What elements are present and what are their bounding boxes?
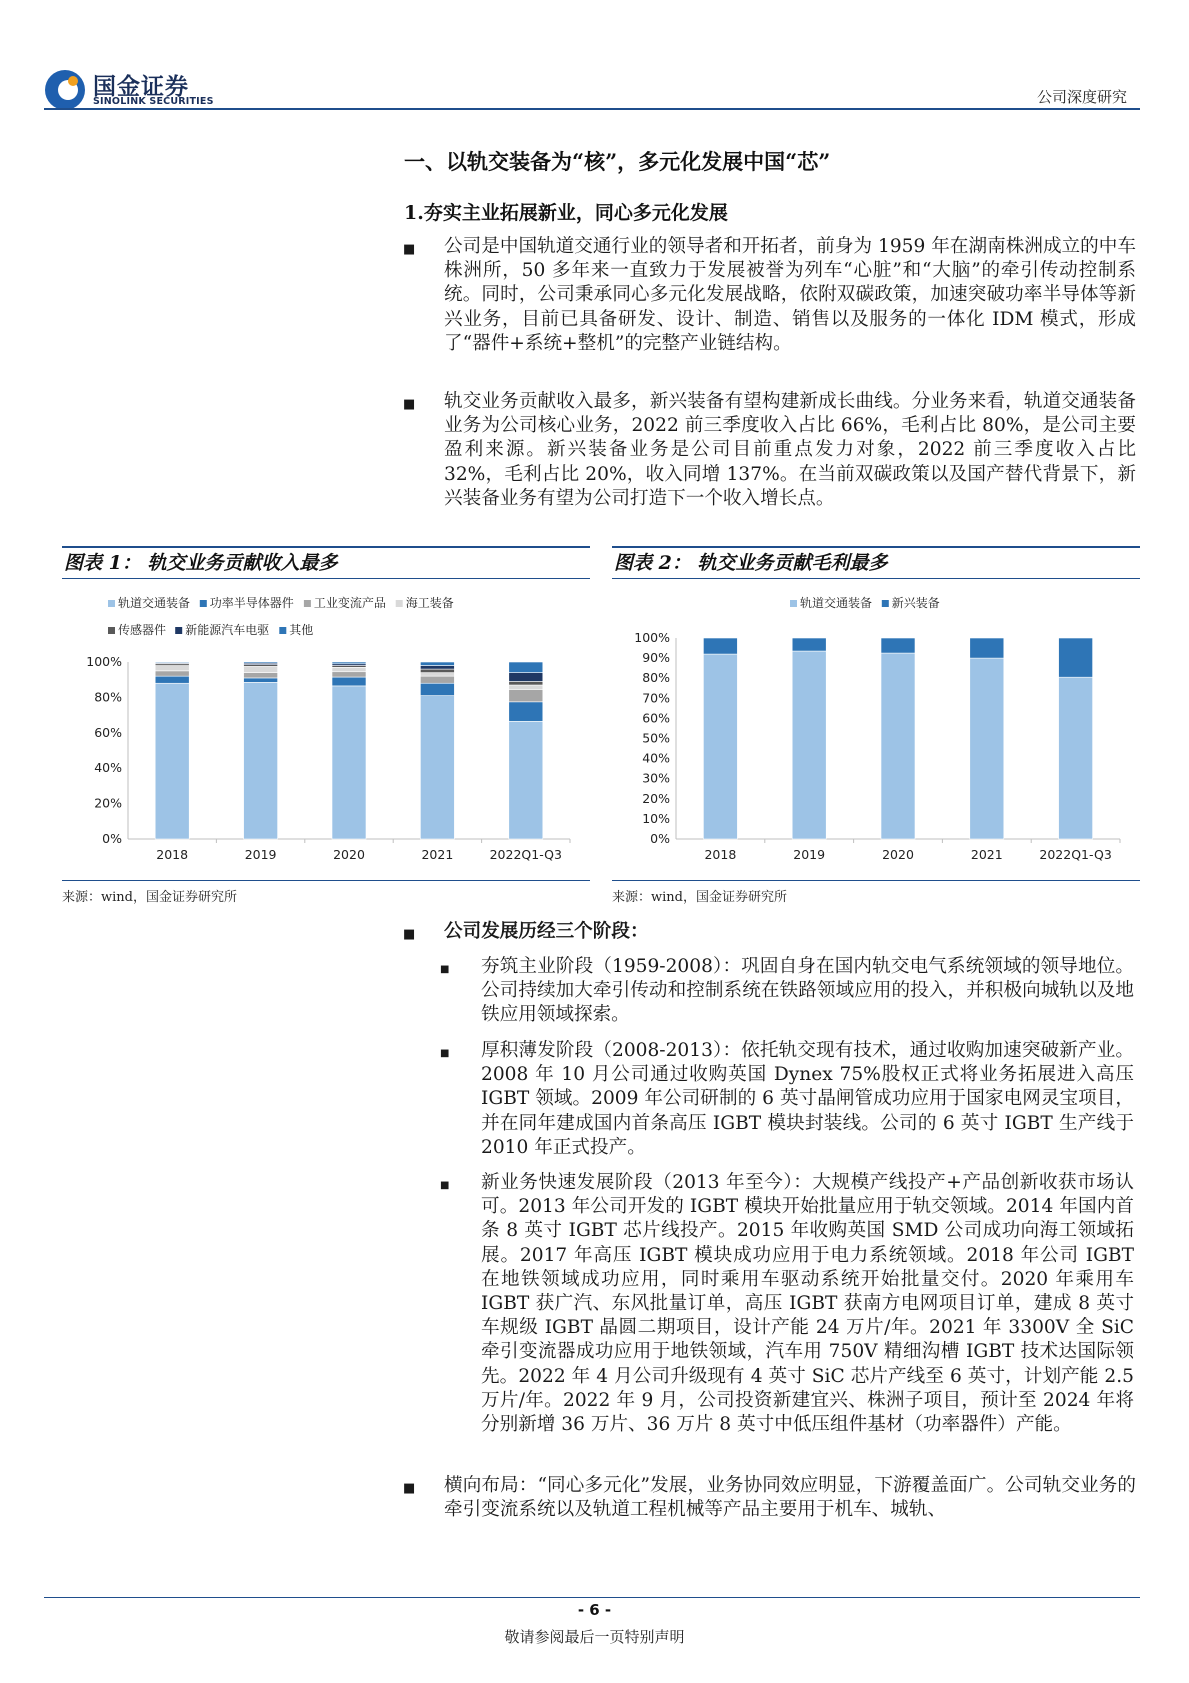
x-tick-label: 2020 xyxy=(333,847,365,862)
bar-segment xyxy=(244,666,278,672)
bar-segment xyxy=(155,671,189,676)
y-tick-label: 80% xyxy=(94,689,122,705)
stage-text: 新业务快速发展阶段（2013 年至今）：大规模产线投产+产品创新收获市场认可。2013 年公司开发的 IGBT 模块开始批量应用于轨交领域。2014 年国内首条 8 英寸 IGBT 芯片线投产。2015 年收购英国 SMD 公司成功向海工领域拓展。2017 年高压 IGBT 模块成功应用于电力系统领域。2018 年公司 IGBT 在地铁领域成功应用，同时乘用车驱动系统开始批量交付。2020 年乘用车 IGBT 获广汽、东风批量订单，高压 IGBT 获南方电网项目订单，建成 8 英寸车规级 IGBT 晶圆二期项目，设计产能 24 万片/年。2021 年 3300V 全 SiC 牵引变流器成功应用于地铁领域，汽车用 750V 精细沟槽 IGBT 技术达国际领先。2022 年 4 月公司升级现有 4 英寸 SiC 芯片产线至 6 英寸，计划产能 2.5 万片/年。2022 年 9 月，公司投资新建宜兴、株洲子项目，预计至 2024 年将分别新增 36 万片、36 万片 8 英寸中低压组件基材（功率器件）产能。 xyxy=(481,1172,1134,1436)
legend-label: 海工装备 xyxy=(405,596,454,610)
report-type: 公司深度研究 xyxy=(1036,88,1127,106)
legend-label: 新兴装备 xyxy=(891,596,940,610)
y-tick-label: 80% xyxy=(642,670,670,686)
small-square-bullet-icon: ■ xyxy=(440,1180,450,1191)
bar-segment xyxy=(703,654,737,839)
x-tick-label: 2018 xyxy=(704,847,737,862)
y-tick-label: 100% xyxy=(634,630,670,645)
bar-segment xyxy=(420,673,454,677)
bar-segment xyxy=(1059,677,1093,839)
y-tick-label: 10% xyxy=(642,810,670,826)
legend-swatch xyxy=(304,600,311,607)
square-bullet-icon: ■ xyxy=(403,242,416,257)
footer-divider xyxy=(44,1597,1140,1598)
subsection-heading: 1.夯实主业拓展新业，同心多元化发展 xyxy=(404,202,728,224)
y-tick-label: 40% xyxy=(94,760,122,776)
bar-segment xyxy=(420,669,454,673)
paragraph-text: 公司是中国轨道交通行业的领导者和开拓者，前身为 1959 年在湖南株洲成立的中车株洲所，50 多年来一直致力于发展被誉为列车“心脏”和“大脑”的牵引传动控制系统。同时，公司秉承同心多元化发展战略，依附双碳政策，加速突破功率半导体等新兴业务，目前已具备研发、设计、制造、销售以及服务的一体化 IDM 模式，形成了“器件+系统+整机”的完整产业链结构。 xyxy=(444,236,1136,354)
legend-label: 新能源汽车电驱 xyxy=(185,623,270,637)
bar-segment xyxy=(155,666,189,671)
y-tick-label: 60% xyxy=(642,710,670,726)
bar-segment xyxy=(420,666,454,670)
x-tick-label: 2021 xyxy=(970,847,1003,862)
figure-2-bottom-rule xyxy=(612,880,1140,881)
bar-segment xyxy=(881,653,915,839)
y-tick-label: 0% xyxy=(102,831,122,846)
x-tick-label: 2022Q1-Q3 xyxy=(489,847,562,862)
figure-1-bottom-rule xyxy=(62,880,590,881)
figure-2-chart xyxy=(612,580,1140,880)
small-square-bullet-icon: ■ xyxy=(440,964,450,975)
x-tick-label: 2019 xyxy=(793,847,826,862)
stages-title: 公司发展历经三个阶段： xyxy=(444,921,649,942)
bar-segment xyxy=(244,673,278,678)
paragraph-text: 轨交业务贡献收入最多，新兴装备有望构建新成长曲线。分业务来看，轨道交通装备业务为公司核心业务，2022 前三季度收入占比 66%，毛利占比 80%，是公司主要盈利来源。新兴装备业务是公司目前重点发力对象，2022 前三季度收入占比 32%，毛利占比 20%，收入同增 137%。在当前双碳政策以及国产替代背景下，新兴装备业务有望为公司打造下一个收入增长点。 xyxy=(444,391,1136,509)
y-tick-label: 90% xyxy=(642,650,670,666)
bar-segment xyxy=(420,696,454,839)
bar-segment xyxy=(1059,638,1093,677)
section-heading: 一、以轨交装备为“核”，多元化发展中国“芯” xyxy=(404,149,831,174)
bar-segment xyxy=(509,689,543,701)
bar-segment xyxy=(509,681,543,685)
figure-1-chart xyxy=(62,580,590,880)
page-number: - 6 - xyxy=(577,1601,612,1619)
legend-swatch xyxy=(108,600,115,607)
bar-segment xyxy=(332,662,366,664)
bar-segment xyxy=(509,673,543,682)
legend-swatch xyxy=(790,600,797,607)
figure-1-title: 图表 1： 轨交业务贡献收入最多 xyxy=(64,552,338,574)
bar-segment xyxy=(509,685,543,689)
legend-swatch xyxy=(396,600,403,607)
y-tick-label: 70% xyxy=(642,690,670,706)
bar-segment xyxy=(332,672,366,677)
y-tick-label: 50% xyxy=(642,730,670,746)
square-bullet-icon: ■ xyxy=(403,927,416,942)
bar-segment xyxy=(509,662,543,673)
small-square-bullet-icon: ■ xyxy=(440,1048,450,1059)
bar-segment xyxy=(155,676,189,683)
square-bullet-icon: ■ xyxy=(403,1481,416,1496)
bar-segment xyxy=(420,662,454,666)
footer-disclaimer: 敬请参阅最后一页特别声明 xyxy=(504,1628,685,1646)
bar-segment xyxy=(155,662,189,663)
bar-segment xyxy=(420,683,454,695)
bar-segment xyxy=(792,651,826,839)
legend-swatch xyxy=(108,627,115,634)
x-tick-label: 2018 xyxy=(156,847,189,862)
legend-swatch xyxy=(200,600,207,607)
bar-segment xyxy=(881,638,915,653)
logo-name-en: SINOLINK SECURITIES xyxy=(93,96,214,107)
x-tick-label: 2021 xyxy=(421,847,454,862)
header-divider xyxy=(44,108,1140,110)
bar-segment xyxy=(792,638,826,651)
bar-segment xyxy=(970,658,1004,839)
y-tick-label: 40% xyxy=(642,750,670,766)
bar-segment xyxy=(509,721,543,839)
y-tick-label: 20% xyxy=(94,795,122,811)
legend-label: 功率半导体器件 xyxy=(209,596,294,610)
y-tick-label: 30% xyxy=(642,770,670,786)
legend-swatch xyxy=(882,600,889,607)
x-tick-label: 2022Q1-Q3 xyxy=(1039,847,1112,862)
legend-label: 轨道交通装备 xyxy=(118,596,191,610)
bar-segment xyxy=(703,638,737,654)
bar-segment xyxy=(244,682,278,839)
bar-segment xyxy=(332,686,366,839)
legend-label: 其他 xyxy=(289,623,314,637)
y-tick-label: 60% xyxy=(94,724,122,740)
x-tick-label: 2019 xyxy=(244,847,277,862)
bar-segment xyxy=(509,702,543,721)
bar-segment xyxy=(155,683,189,839)
logo-name-cn: 国金证券 xyxy=(93,74,189,100)
paragraph-text: 横向布局：“同心多元化”发展，业务协同效应明显，下游覆盖面广。公司轨交业务的牵引变流系统以及轨道工程机械等产品主要用于机车、城轨、 xyxy=(444,1475,1136,1521)
figure-2-source: 来源：wind，国金证券研究所 xyxy=(612,890,787,905)
bar-segment xyxy=(420,676,454,683)
y-tick-label: 20% xyxy=(642,790,670,806)
square-bullet-icon: ■ xyxy=(403,397,416,412)
figure-2-title: 图表 2： 轨交业务贡献毛利最多 xyxy=(614,552,888,574)
bar-segment xyxy=(244,678,278,682)
logo-icon xyxy=(44,69,86,111)
stage-text: 夯筑主业阶段（1959-2008）：巩固自身在国内轨交电气系统领域的领导地位。公司持续加大牵引传动和控制系统在铁路领域应用的投入，并积极向城轨以及地铁应用领域探索。 xyxy=(481,956,1134,1026)
legend-label: 传感器件 xyxy=(118,623,167,637)
bar-segment xyxy=(244,662,278,663)
figure-1-title-rule xyxy=(62,578,590,579)
bar-segment xyxy=(970,638,1004,658)
bar-segment xyxy=(332,667,366,671)
legend-swatch xyxy=(279,627,286,634)
figure-2-title-rule xyxy=(612,578,1140,579)
y-tick-label: 100% xyxy=(86,654,122,669)
figure-1-source: 来源：wind，国金证券研究所 xyxy=(62,890,237,905)
y-tick-label: 0% xyxy=(650,831,670,846)
bar-segment xyxy=(332,677,366,686)
legend-swatch xyxy=(175,627,182,634)
x-tick-label: 2020 xyxy=(882,847,914,862)
legend-label: 轨道交通装备 xyxy=(800,596,873,610)
legend-label: 工业变流产品 xyxy=(313,596,386,610)
stage-text: 厚积薄发阶段（2008-2013）：依托轨交现有技术，通过收购加速突破新产业。2008 年 10 月公司通过收购英国 Dynex 75%股权正式将业务拓展进入高压 IGBT 领域。2009 年公司研制的 6 英寸晶闸管成功应用于国家电网灵宝项目，并在同年建成国内首条高压 IGBT 模块封装线。公司的 6 英寸 IGBT 生产线于 2010 年正式投产。 xyxy=(481,1040,1134,1158)
